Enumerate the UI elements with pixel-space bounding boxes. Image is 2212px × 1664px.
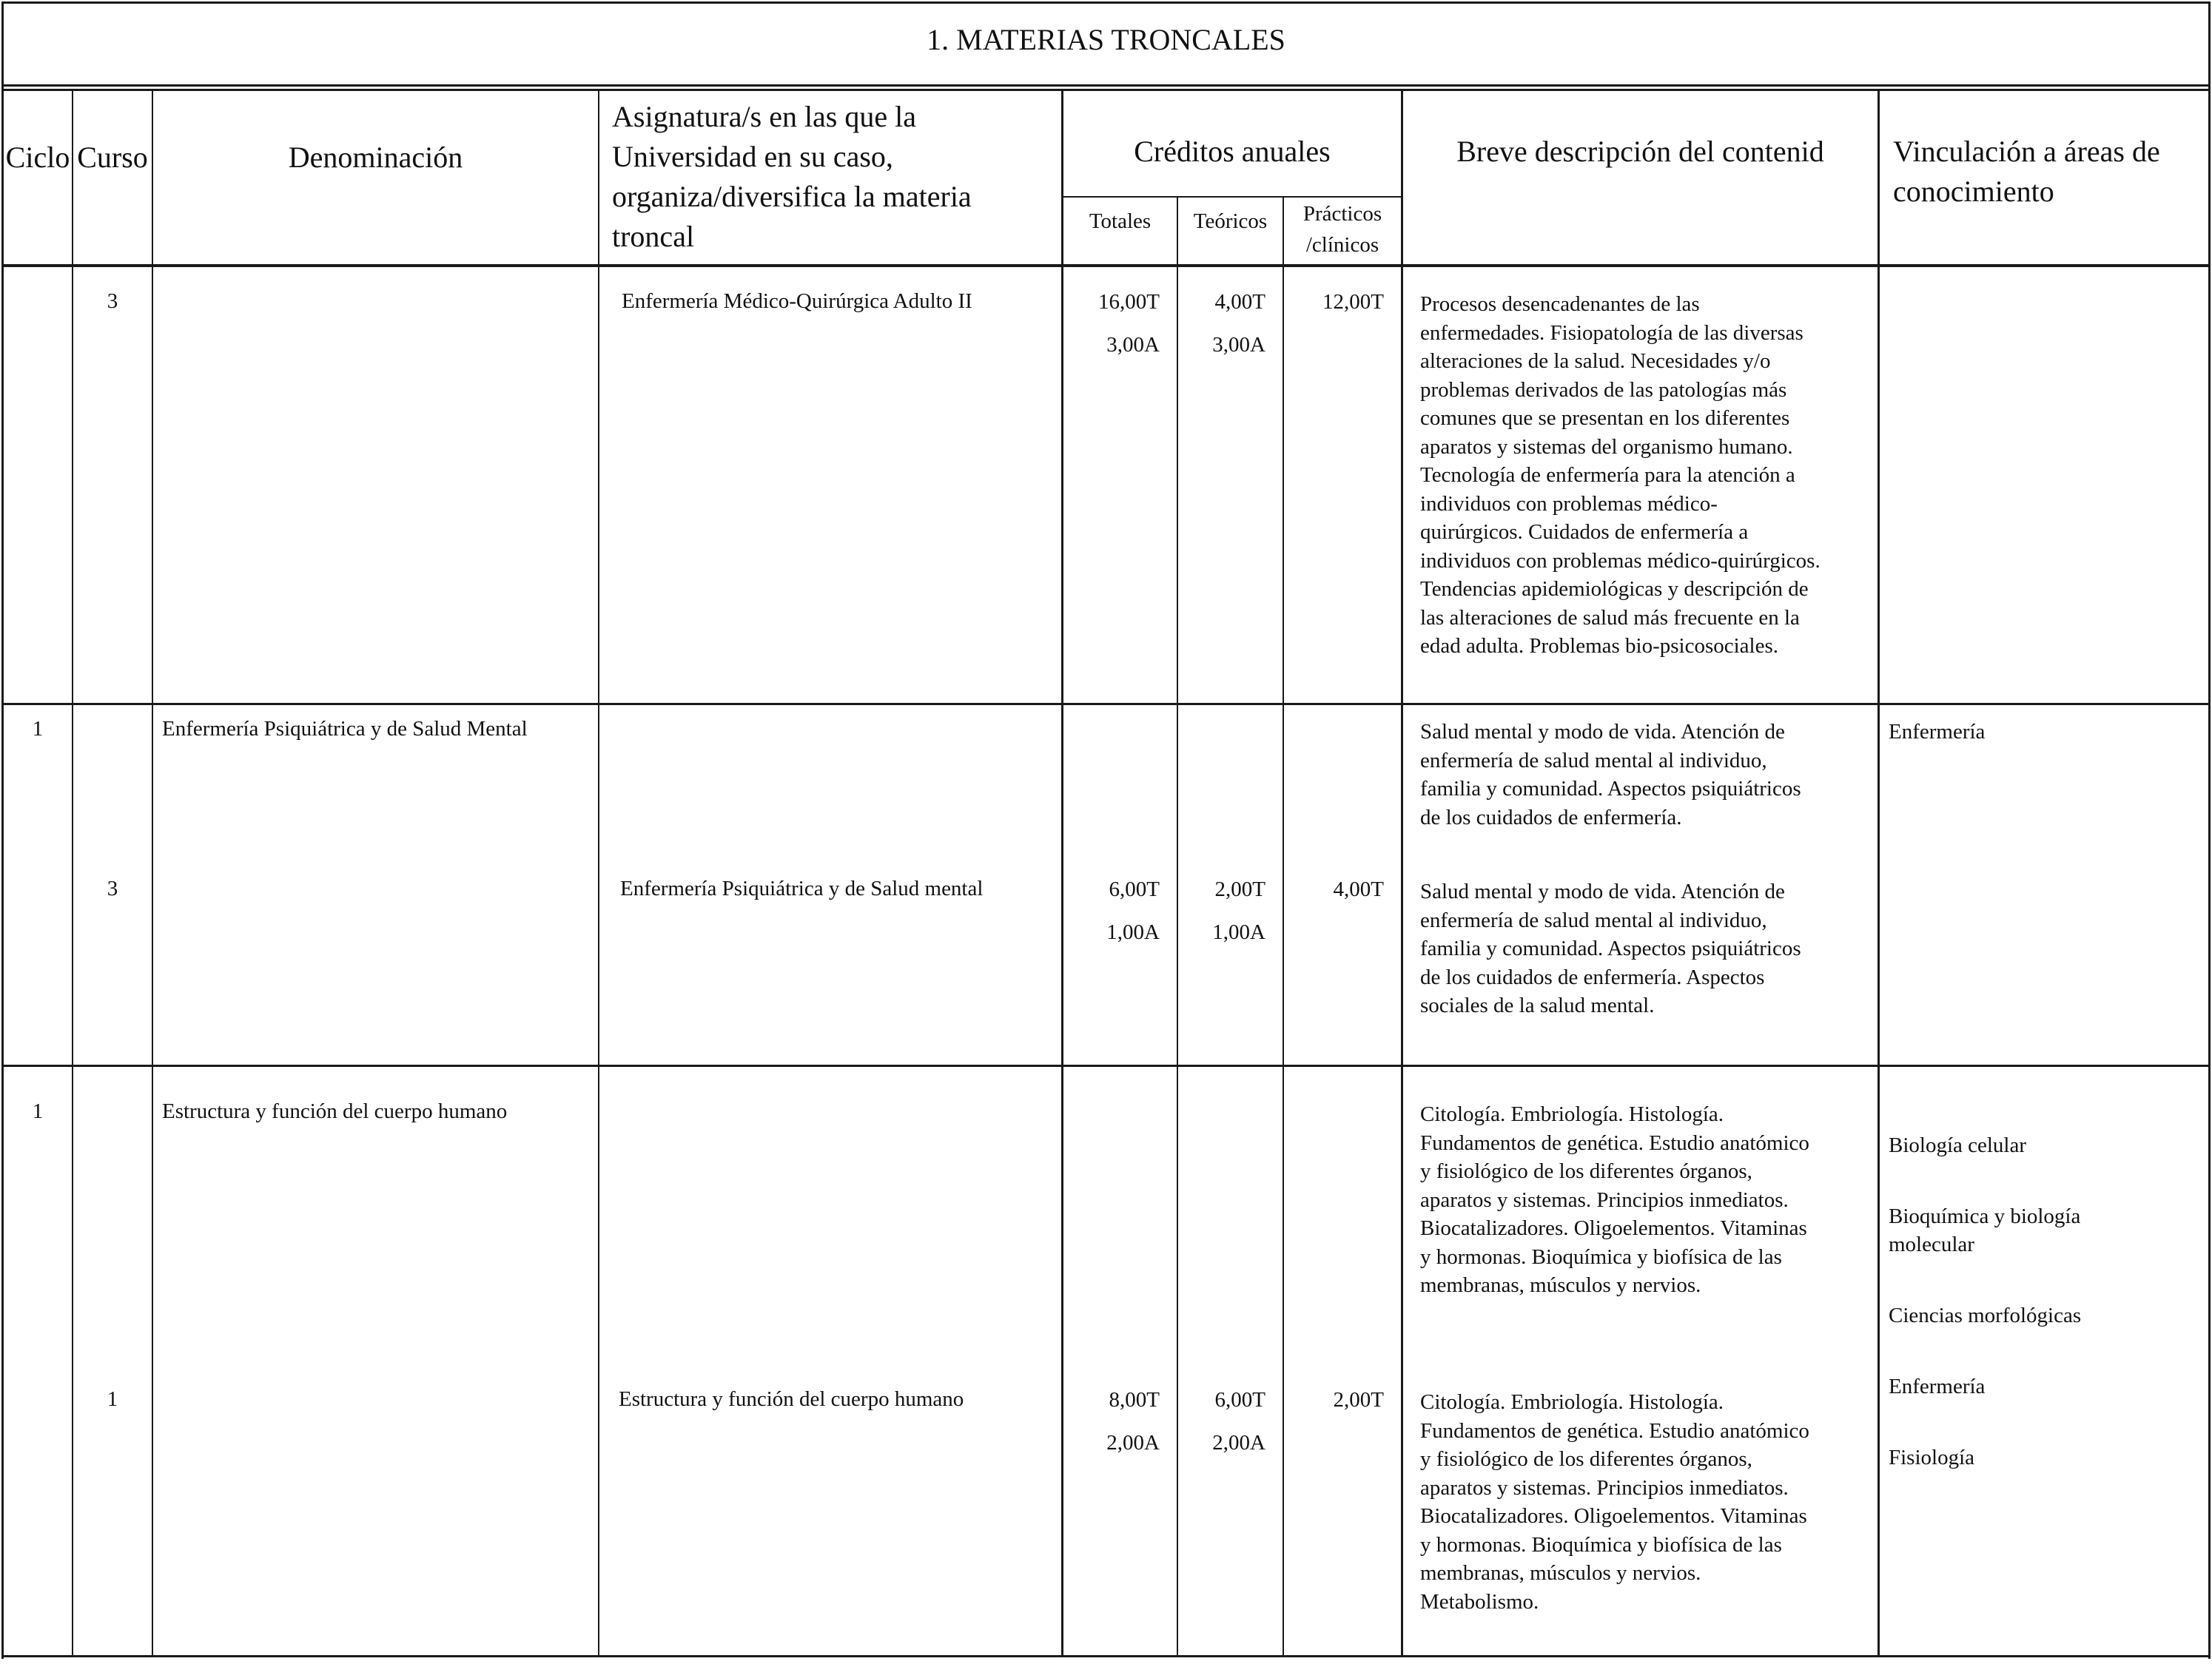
header-curso: Curso	[77, 141, 148, 174]
row-descripcion: Salud mental y modo de vida. Atención de enfermería de salud mental al individuo, familia y comunidad. Aspectos psiquiátricos de los cuidados de enfermería. Aspectos sociales de la salud mental.	[1420, 880, 1801, 1017]
col-rule-curso	[152, 89, 153, 1657]
header-creditos: Créditos anuales	[1134, 135, 1331, 168]
creditos-subheader-rule	[1061, 196, 1402, 198]
row-asignatura: Enfermería Psiquiátrica y de Salud mental	[620, 877, 984, 900]
row-areas	[1889, 718, 1985, 761]
area-item: Ciencias morfológicas	[1889, 1304, 2082, 1327]
header-practicos	[1284, 198, 1401, 260]
row-teoricos: 4,00T 3,00A	[1212, 290, 1265, 357]
row-descripcion: Salud mental y modo de vida. Atención de enfermería de salud mental al individuo, familia y comunidad. Aspectos psiquiátricos de los cuidados de enfermería.	[1420, 720, 1801, 829]
row-descripcion: Citología. Embriología. Histología. Fundamentos de genética. Estudio anatómico y fisiológico de los diferentes órganos, aparatos y sistemas. Principios inmediatos. Biocatalizadores. Oligoelementos. Vitaminas y hormonas. Bioquímica y biofísica de las membranas, músculos y nervios. Metabolismo.	[1420, 1390, 1809, 1614]
area-item: Bioquímica y biología molecular	[1889, 1205, 2081, 1256]
row-practicos: 2,00T	[1333, 1388, 1384, 1412]
header-teoricos: Teóricos	[1193, 209, 1268, 233]
header-practicos-line: /clínicos	[1305, 233, 1379, 257]
header-ciclo: Ciclo	[5, 141, 70, 174]
row-practicos: 12,00T	[1322, 290, 1384, 314]
header-asignatura-line: Asignatura/s en las que la	[612, 100, 916, 133]
header-practicos-line: Prácticos	[1302, 202, 1382, 226]
row-teoricos: 6,00T 2,00A	[1212, 1388, 1265, 1455]
row-ciclo: 1	[32, 717, 44, 741]
header-descripcion: Breve descripción del contenid	[1456, 135, 1824, 168]
row-descripcion: Procesos desencadenantes de las enfermedades. Fisiopatología de las diversas alteraciones de la salud. Necesidades y/o problemas derivados de las patologías más comunes que se presentan en los diferentes aparatos y sistemas del organismo humano. Tecnología de enfermería para la atención a individuos con problemas médico- quirúrgicos. Cuidados de enfermería a individuos con problemas médico-quirúrgicos. Tendencias apidemiológicas y descripción de las alteraciones de salud más frecuente en la edad adulta. Problemas bio-psicosociales.	[1420, 292, 1821, 658]
page-title: 1. MATERIAS TRONCALES	[927, 23, 1285, 56]
row-areas	[1889, 1103, 2081, 1515]
header-totales: Totales	[1089, 209, 1152, 233]
header-vinculacion-line: Vinculación a áreas de	[1893, 135, 2160, 168]
table-border-left	[1, 1, 4, 1659]
title-divider	[1, 84, 2211, 87]
header-asignatura-line: troncal	[612, 220, 695, 253]
col-rule-denominacion	[598, 89, 599, 1657]
header-denominacion: Denominación	[288, 141, 463, 174]
col-rule-teoricos	[1283, 196, 1284, 1657]
col-rule-descripcion	[1877, 89, 1880, 1657]
header-asignatura-line: organiza/diversifica la materia	[612, 180, 972, 213]
row-denominacion: Enfermería Psiquiátrica y de Salud Mental	[162, 717, 528, 741]
row-practicos: 4,00T	[1333, 878, 1384, 901]
row-asignatura: Estructura y función del cuerpo humano	[619, 1387, 964, 1411]
row-totales: 8,00T 2,00A	[1106, 1388, 1160, 1455]
row-curso: 1	[107, 1387, 118, 1411]
area-item: Biología celular	[1889, 1134, 2027, 1157]
header-asignatura-line: Universidad en su caso,	[612, 140, 893, 173]
header-asignatura	[612, 97, 972, 257]
col-rule-ciclo	[72, 89, 73, 1657]
col-rule-creditos	[1401, 89, 1403, 1657]
row-totales: 16,00T 3,00A	[1098, 290, 1160, 357]
table-border-right	[2208, 1, 2211, 1659]
area-item: Fisiología	[1889, 1446, 1975, 1469]
row-asignatura: Enfermería Médico-Quirúrgica Adulto II	[622, 289, 972, 313]
table-border-top	[1, 1, 2211, 4]
row-descripcion: Citología. Embriología. Histología. Fundamentos de genética. Estudio anatómico y fisiológico de los diferentes órganos, aparatos y sistemas. Principios inmediatos. Biocatalizadores. Oligoelementos. Vitaminas y hormonas. Bioquímica y biofísica de las membranas, músculos y nervios.	[1420, 1102, 1809, 1297]
row-ciclo: 1	[32, 1099, 44, 1123]
header-vinculacion	[1893, 132, 2160, 212]
header-vinculacion-line: conocimiento	[1893, 175, 2054, 208]
row-curso: 3	[107, 289, 118, 313]
area-item: Enfermería	[1889, 720, 1986, 744]
row-curso: 3	[107, 877, 118, 900]
row-totales: 6,00T 1,00A	[1106, 878, 1160, 944]
row-denominacion: Estructura y función del cuerpo humano	[162, 1099, 508, 1123]
row-teoricos: 2,00T 1,00A	[1212, 878, 1265, 944]
area-item: Enfermería	[1889, 1375, 1986, 1398]
